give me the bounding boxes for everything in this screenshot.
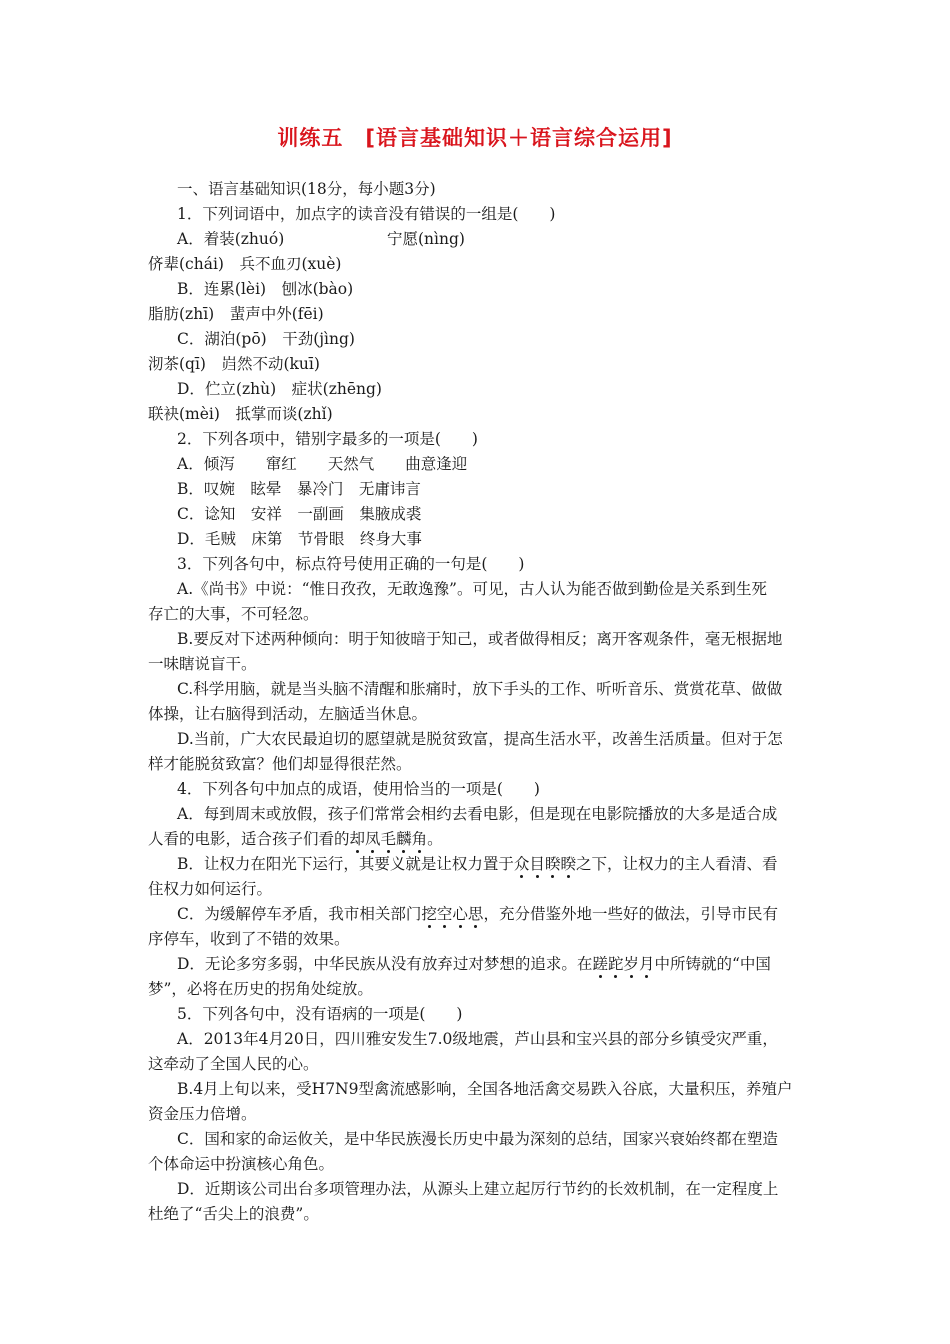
- q2-option-a: A．倾泻 窜红 天然气 曲意逢迎: [177, 455, 468, 473]
- q3-option-d-cont: 样才能脱贫致富？他们却显得很茫然。: [148, 755, 412, 773]
- q4-option-d-cont: 梦”，必将在历史的拐角处绽放。: [148, 980, 373, 998]
- q5-option-b-cont: 资金压力倍增。: [148, 1105, 257, 1123]
- q4-b-dotted-idiom: 众目睽睽: [513, 855, 576, 873]
- q5-option-a: A．2013年4月20日，四川雅安发生7.0级地震，芦山县和宝兴县的部分乡镇受灾严重，: [177, 1030, 778, 1048]
- q5-option-c-cont: 个体命运中扮演核心角色。: [148, 1155, 335, 1173]
- q4-option-c: [177, 903, 778, 925]
- q3-option-c: C.科学用脑，就是当头脑不清醒和胀痛时，放下手头的工作、听听音乐、赏赏花草、做做: [177, 680, 783, 698]
- q4-stem: 4．下列各句中加点的成语，使用恰当的一项是( ): [177, 780, 540, 798]
- q1-option-b-cont: 脂肪(zhī) 蜚声中外(fēi): [148, 305, 324, 323]
- q5-option-a-cont: 这牵动了全国人民的心。: [148, 1055, 319, 1073]
- q4-b-text-before: B．让权力在阳光下运行，其要义就是让权力置于: [177, 855, 514, 873]
- q5-option-b: B.4月上旬以来，受H7N9型禽流感影响，全国各地活禽交易跌入谷底，大量积压，养殖户: [177, 1080, 793, 1098]
- q4-d-text-before: D．无论多穷多弱，中华民族从没有放弃过对梦想的追求。在: [177, 955, 593, 973]
- q4-option-a-cont: [148, 828, 443, 850]
- section-heading: 一、语言基础知识(18分，每小题3分): [177, 180, 436, 198]
- q3-option-a-cont: 存亡的大事，不可轻忽。: [148, 605, 319, 623]
- page-title: 训练五 [语言基础知识＋语言综合运用]: [277, 126, 673, 150]
- q1-option-a: A．着装(zhuó): [177, 230, 285, 248]
- q4-option-b: [177, 853, 777, 875]
- q3-option-b: B.要反对下述两种倾向：明于知彼暗于知己，或者做得相反；离开客观条件，毫无根据地: [177, 630, 783, 648]
- q5-option-c: C．国和家的命运攸关，是中华民族漫长历史中最为深刻的总结，国家兴衰始终都在塑造: [177, 1130, 778, 1148]
- q4-d-text-after: 中所铸就的“中国: [654, 955, 771, 973]
- q4-a-dotted-idiom: 却凤毛麟角: [349, 830, 428, 848]
- q4-c-dotted-idiom: 挖空心思: [421, 905, 484, 923]
- q4-d-dotted-idiom: 蹉跎岁月: [592, 955, 655, 973]
- q2-option-b: B．叹婉 眩晕 暴冷门 无庸讳言: [177, 480, 421, 498]
- q4-b-text-after: 之下，让权力的主人看清、看: [575, 855, 778, 873]
- q4-a-text-before: 人看的电影，适合孩子们看的: [148, 830, 350, 848]
- q1-stem: 1．下列词语中，加点字的读音没有错误的一组是( ): [177, 205, 556, 223]
- q3-option-d: D.当前，广大农民最迫切的愿望就是脱贫致富，提高生活水平，改善生活质量。但对于怎: [177, 730, 783, 748]
- q5-option-d: D．近期该公司出台多项管理办法，从源头上建立起厉行节约的长效机制，在一定程度上: [177, 1180, 779, 1198]
- q3-option-b-cont: 一味瞎说盲干。: [148, 655, 257, 673]
- q4-a-text-after: 。: [427, 830, 443, 848]
- q1-option-c-cont: 沏茶(qī) 岿然不动(kuī): [148, 355, 320, 373]
- q4-option-c-cont: 序停车，收到了不错的效果。: [148, 930, 350, 948]
- q4-option-a: A．每到周末或放假，孩子们常常会相约去看电影，但是现在电影院播放的大多是适合成: [177, 805, 778, 823]
- q4-option-b-cont: 住权力如何运行。: [148, 880, 273, 898]
- q2-stem: 2．下列各项中，错别字最多的一项是( ): [177, 430, 478, 448]
- q4-c-text-after: ，充分借鉴外地一些好的做法，引导市民有: [483, 905, 778, 923]
- q1-option-a-cont: 侪辈(chái) 兵不血刃(xuè): [148, 255, 342, 273]
- q3-option-c-cont: 体操，让右脑得到活动，左脑适当休息。: [148, 705, 428, 723]
- q5-stem: 5．下列各句中，没有语病的一项是( ): [177, 1005, 463, 1023]
- q1-option-c: C．湖泊(pō) 干劲(jìng): [177, 330, 355, 348]
- q1-option-b: B．连累(lèi) 刨冰(bào): [177, 280, 354, 298]
- q4-option-d: [177, 953, 771, 975]
- q3-option-a: A.《尚书》中说：“惟日孜孜，无敢逸豫”。可见，古人认为能否做到勤俭是关系到生死: [177, 580, 767, 598]
- q1-option-a-part2: 宁愿(nìng): [387, 230, 465, 248]
- q1-option-d-cont: 联袂(mèi) 抵掌而谈(zhǐ): [148, 405, 333, 423]
- q2-option-d: D．毛贼 床第 节骨眼 终身大事: [177, 530, 422, 548]
- q2-option-c: C．谂知 安祥 一副画 集腋成裘: [177, 505, 422, 523]
- q5-option-d-cont: 杜绝了“舌尖上的浪费”。: [148, 1205, 319, 1223]
- q1-option-d: D．伫立(zhù) 症状(zhēng): [177, 380, 382, 398]
- q4-c-text-before: C．为缓解停车矛盾，我市相关部门: [177, 905, 422, 923]
- q3-stem: 3．下列各句中，标点符号使用正确的一句是( ): [177, 555, 525, 573]
